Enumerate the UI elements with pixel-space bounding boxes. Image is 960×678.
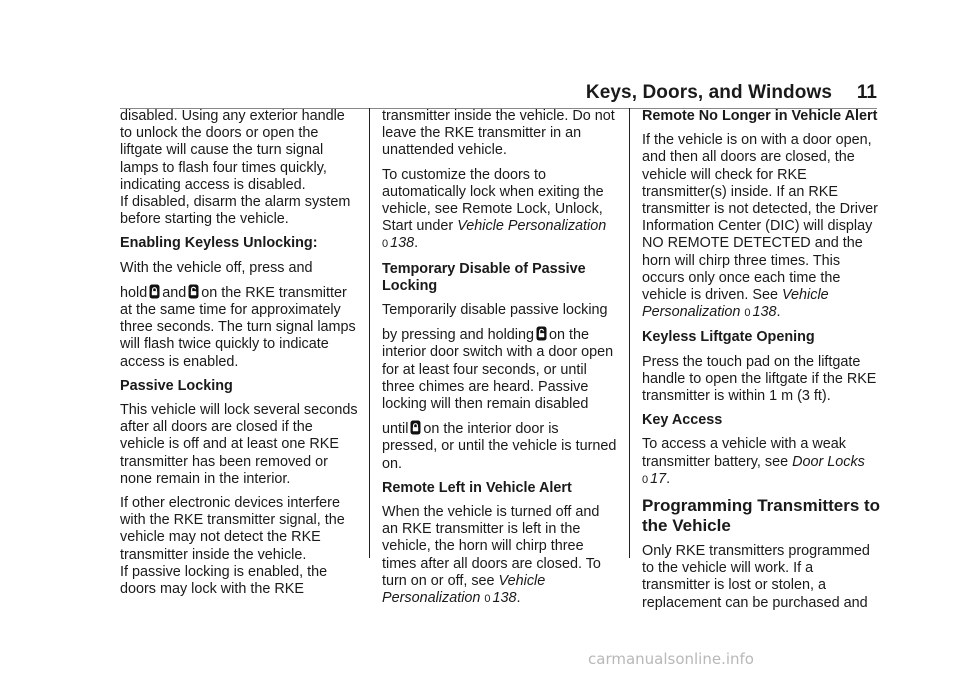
page-reference-icon: 0 <box>382 238 389 251</box>
paragraph <box>382 326 617 413</box>
cross-reference-link[interactable]: Vehicle Personalization <box>642 287 829 321</box>
text: on the interior door switch with a door open for at least four seconds, or until three chimes are heard. Passive locking will then remain disabled <box>382 327 614 413</box>
paragraph: Temporarily disable passive locking <box>382 302 608 319</box>
reference-page: 138 <box>390 235 415 252</box>
watermark: carmanualsonline.info <box>588 650 754 668</box>
paragraph: Only RKE transmitters programmed to the vehicle will work. If a transmitter is lost or stolen, a replacement can be purchased and <box>642 543 870 611</box>
reference-page: 138 <box>752 304 777 321</box>
text: by pressing and holding <box>382 327 535 344</box>
paragraph: To customize the doors to automatically lock when exiting the vehicle, see Remote Lock, Unlock, Start under Vehicle Personalization 0 138. <box>382 166 607 252</box>
paragraph: If passive locking is enabled, the doors may lock with the RKE <box>120 563 328 598</box>
paragraph: If the vehicle is on with a door open, and then all doors are closed, the vehicle will check for RKE transmitter(s) inside. If an RKE transmitter is not detected, the Driver Information Center (DIC) will display NO REMOTE DETECTED and the horn will chirp three times. This occurs only once each time the vehicle is driven. See Vehicle Personalization 0 138. <box>642 132 878 321</box>
text: on the interior door is pressed, or until the vehicle is turned on. <box>382 421 617 472</box>
paragraph: If other electronic devices interfere with the RKE transmitter signal, the vehicle may not detect the RKE transmitter inside the vehicle. <box>120 495 345 563</box>
text: To customize the doors to automatically lock when exiting the vehicle, see Remote Lock, Unlock, Start under <box>382 166 604 235</box>
subheading-remote-left-alert: Remote Left in Vehicle Alert <box>382 479 572 496</box>
paragraph: This vehicle will lock several seconds after all doors are closed if the vehicle is off and at least one RKE transmitter has been removed or none remain in the interior. <box>120 402 358 487</box>
section-title: Keys, Doors, and Windows <box>585 82 832 103</box>
column-divider <box>369 108 370 558</box>
paragraph: Press the touch pad on the liftgate handle to open the liftgate if the RKE transmitter is within 1 m (3 ft). <box>642 353 877 405</box>
paragraph: When the vehicle is turned off and an RKE transmitter is left in the vehicle, the horn will chirp three times after all doors are closed. To turn on or off, see Vehicle Personalization 0 138. <box>382 504 601 607</box>
paragraph: To access a vehicle with a weak transmitter battery, see Door Locks 0 17. <box>642 436 865 487</box>
paragraph <box>120 284 360 371</box>
paragraph: With the vehicle off, press and <box>120 259 313 276</box>
text: If the vehicle is on with a door open, and then all doors are closed, the vehicle will check for RKE transmitter(s) inside. If an RKE transmitter is not detected, the Driver Information Center (DIC) will display NO REMOTE DETECTED and the horn will chirp three times. This occurs only once each time the vehicle is driven. See <box>642 132 878 304</box>
text: on the RKE transmitter at the same time for approximately three seconds. The turn signal lamps will flash twice quickly to indicate access is enabled. <box>120 284 356 370</box>
page-reference-icon: 0 <box>744 307 751 320</box>
text: until <box>382 421 409 438</box>
unlock-icon <box>536 326 547 341</box>
text: hold <box>120 284 148 301</box>
paragraph <box>382 420 617 473</box>
reference-page: 17 <box>650 470 667 487</box>
cross-reference-link[interactable]: Door Locks <box>792 453 865 470</box>
column-2 <box>382 108 617 615</box>
page-reference[interactable] <box>484 590 516 606</box>
reference-page: 138 <box>492 590 517 607</box>
page-reference[interactable] <box>642 471 666 487</box>
subheading-enabling-keyless-unlocking: Enabling Keyless Unlocking: <box>120 235 318 252</box>
section-heading-programming-transmitters: Programming Transmitters to the Vehicle <box>642 496 881 536</box>
text: To access a vehicle with a weak transmitter battery, see <box>642 436 846 470</box>
paragraph: If disabled, disarm the alarm system before starting the vehicle. <box>120 194 351 228</box>
cross-reference-link[interactable]: Vehicle Personalization <box>382 572 546 607</box>
page-reference[interactable] <box>744 304 776 320</box>
page-reference[interactable] <box>382 235 414 251</box>
subheading-keyless-liftgate: Keyless Liftgate Opening <box>642 329 815 346</box>
text: When the vehicle is turned off and an RKE transmitter is left in the vehicle, the horn will chirp three times after all doors are closed. To turn on or off, see <box>382 504 601 589</box>
subheading-passive-locking: Passive Locking <box>120 377 233 394</box>
lock-icon <box>410 420 421 435</box>
unlock-icon <box>188 284 199 299</box>
page-header <box>0 80 960 104</box>
subheading-remote-no-longer: Remote No Longer in Vehicle Alert <box>642 108 878 124</box>
page-reference-icon: 0 <box>642 473 649 486</box>
cross-reference-link[interactable]: Vehicle Personalization <box>457 218 607 235</box>
page-reference-icon: 0 <box>484 593 491 606</box>
column-1 <box>120 108 360 605</box>
text: and <box>162 284 187 301</box>
subheading-key-access: Key Access <box>642 412 723 429</box>
subheading-temporary-disable: Temporary Disable of Passive Locking <box>382 260 586 294</box>
paragraph: disabled. Using any exterior handle to unlock the doors or open the liftgate will cause the turn signal lamps to flash four times quickly, indicating access is disabled. <box>120 108 345 193</box>
column-divider <box>629 108 630 558</box>
page-number: 11 <box>856 82 877 103</box>
column-3 <box>642 108 882 619</box>
paragraph: transmitter inside the vehicle. Do not leave the RKE transmitter in an unattended vehicle. <box>382 108 615 159</box>
lock-icon <box>149 284 160 299</box>
